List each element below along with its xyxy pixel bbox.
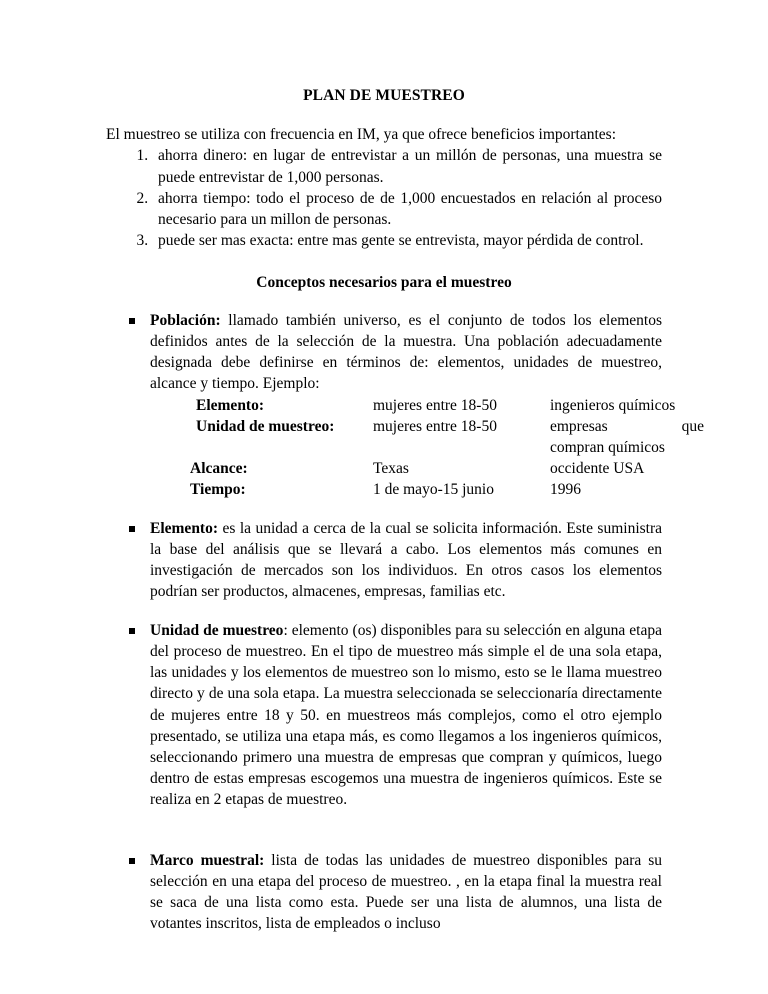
square-bullet-icon: [129, 858, 135, 864]
concept-elemento: [106, 518, 662, 602]
list-item: 1. ahorra dinero: en lugar de entrevistar a un millón de personas, una muestra se puede entrevistar de 1,000 personas.: [152, 145, 662, 187]
page-title: PLAN DE MUESTREO: [303, 87, 465, 104]
spacer: [106, 292, 662, 310]
spacer: [106, 251, 662, 273]
list-item: 3. puede ser mas exacta: entre mas gente se entrevista, mayor pérdida de control.: [152, 230, 662, 251]
example-table: [106, 395, 730, 500]
spacer: [106, 500, 662, 518]
concept-unidad-de-muestreo: [106, 620, 662, 810]
square-bullet-icon: [129, 526, 135, 532]
example-right-extra: compran químicos: [550, 438, 665, 456]
example-right-value: ingenieros químicos: [550, 396, 676, 414]
example-right-tail: que: [681, 417, 704, 435]
table-row: [106, 416, 730, 458]
example-label: Elemento:: [196, 396, 265, 414]
example-middle-value: Texas: [373, 459, 409, 477]
example-right-value: occidente USA: [550, 459, 645, 477]
table-row: [106, 458, 730, 479]
justified-line: [550, 416, 704, 437]
concept-term: Población:: [150, 312, 221, 330]
concept-term: Unidad de muestreo: [150, 622, 284, 640]
benefits-list: [106, 145, 662, 250]
concept-text: lista de todas las unidades de muestreo disponibles para su selección en una etapa del proceso de muestreo. , en la etapa final la muestra real se saca de una lista como esta. Puede ser una lista de alumnos, una lista de votantes inscritos, lista de empleados o incluso: [150, 851, 663, 933]
concept-text: llamado también universo, es el conjunto de todos los elementos definidos antes de la selección de la muestra. Una población adecuadamente designada debe definirse en términos de: elementos, unidades de muestreo, alcance y tiempo. Ejemplo:: [150, 312, 662, 393]
concept-text: es la unidad a cerca de la cual se solicita información. Este suministra la base del análisis que se llevará a cabo. Los elementos más comunes en investigación de mercados son los individuos. En otros casos los elementos podrían ser productos, almacenes, empresas, familias etc.: [150, 519, 662, 601]
spacer: [106, 602, 662, 620]
example-label: Alcance:: [190, 459, 248, 477]
concept-marco-muestral: [106, 850, 662, 934]
table-row: [106, 395, 730, 416]
example-label: Tiempo:: [190, 480, 246, 498]
concept-text: : elemento (os) disponibles para su selección en alguna etapa del proceso de muestreo. En el tipo de muestreo más simple el de una sola etapa, las unidades y los elementos de muestreo son lo mismo, esto se le llama muestreo directo y de una sola etapa. La muestra seleccionada se seleccionaría directamente de mujeres entre 18 y 50. en muestreos más complejos, como el otro ejemplo presentado, se utiliza una etapa más, es como llegamos a los ingenieros químicos, seleccionando primero una muestra de empresas que compran y químicos, luego dentro de estas empresas escogemos una muestra de ingenieros químicos. Este se realiza en 2 etapas de muestreo.: [150, 622, 662, 808]
example-middle-value: mujeres entre 18-50: [373, 417, 497, 435]
intro-paragraph: El muestreo se utiliza con frecuencia en IM, ya que ofrece beneficios importantes:: [106, 126, 616, 144]
example-right-value: [550, 416, 730, 458]
concept-term: Elemento:: [150, 519, 219, 537]
example-middle-value: mujeres entre 18-50: [373, 396, 497, 414]
spacer: [106, 810, 662, 850]
example-label: Unidad de muestreo:: [196, 417, 335, 435]
example-middle-value: 1 de mayo-15 junio: [373, 480, 494, 498]
document-body: [106, 86, 704, 934]
square-bullet-icon: [129, 628, 135, 634]
section-heading: Conceptos necesarios para el muestreo: [256, 273, 512, 291]
square-bullet-icon: [129, 318, 135, 324]
concept-term: Marco muestral:: [150, 851, 265, 869]
concept-poblacion: [106, 310, 662, 394]
example-right-head: empresas: [550, 417, 608, 435]
list-item: 2. ahorra tiempo: todo el proceso de de 1,000 encuestados en relación al proceso necesario para un millon de personas.: [152, 188, 662, 230]
table-row: [106, 479, 730, 500]
example-right-value: 1996: [550, 480, 581, 498]
